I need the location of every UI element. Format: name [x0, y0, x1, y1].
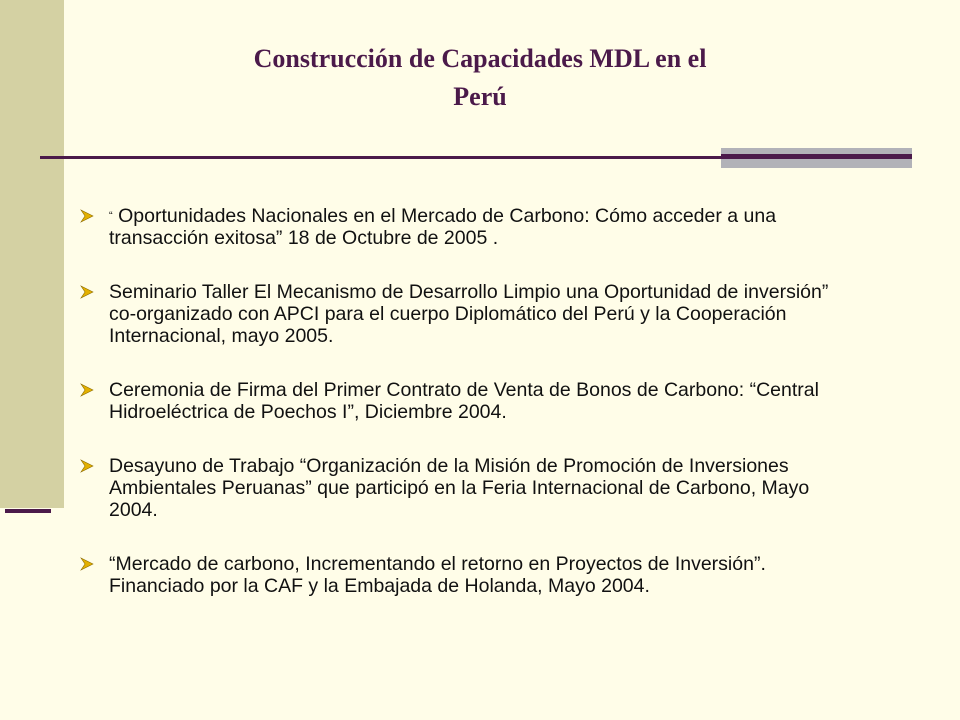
left-accent-bar	[5, 509, 51, 513]
list-item	[80, 281, 860, 347]
list-item	[80, 379, 860, 423]
bullet-text: “Mercado de carbono, Incrementando el retorno en Proyectos de Inversión”. Financiado por la CAF y la Embajada de Holanda, Mayo 2004.	[109, 553, 766, 597]
title-line-1: Construcción de Capacidades MDL en el	[253, 44, 707, 73]
bullet-text: Oportunidades Nacionales en el Mercado de Carbono: Cómo acceder a una transacción exitosa” 18 de Octubre de 2005 .	[109, 205, 777, 249]
bullet-list	[80, 205, 860, 597]
list-item	[80, 553, 860, 597]
bullet-text: Desayuno de Trabajo “Organización de la Misión de Promoción de Inversiones Ambientales Peruanas” que participó en la Feria Internacional de Carbono, Mayo 2004.	[109, 455, 810, 521]
arrowhead-bullet-icon	[80, 557, 94, 571]
arrowhead-bullet-icon	[80, 285, 94, 299]
left-decorative-band	[0, 0, 64, 508]
title-rule-dark-overlap	[721, 154, 912, 159]
arrowhead-bullet-icon	[80, 459, 94, 473]
arrowhead-bullet-icon	[80, 209, 94, 223]
bullet-text: Ceremonia de Firma del Primer Contrato de Venta de Bonos de Carbono: “Central Hidroeléctrica de Poechos I”, Diciembre 2004.	[109, 379, 819, 423]
slide-title	[150, 40, 810, 116]
left-band-bottom	[0, 508, 64, 720]
bullet-prefix: “	[109, 210, 113, 222]
title-line-2: Perú	[453, 82, 507, 111]
list-item	[80, 455, 860, 521]
list-item	[80, 205, 860, 249]
arrowhead-bullet-icon	[80, 383, 94, 397]
bullet-text: Seminario Taller El Mecanismo de Desarrollo Limpio una Oportunidad de inversión” co-organizado con APCI para el cuerpo Diplomático del Perú y la Cooperación Internacional, mayo 2005.	[109, 281, 829, 347]
